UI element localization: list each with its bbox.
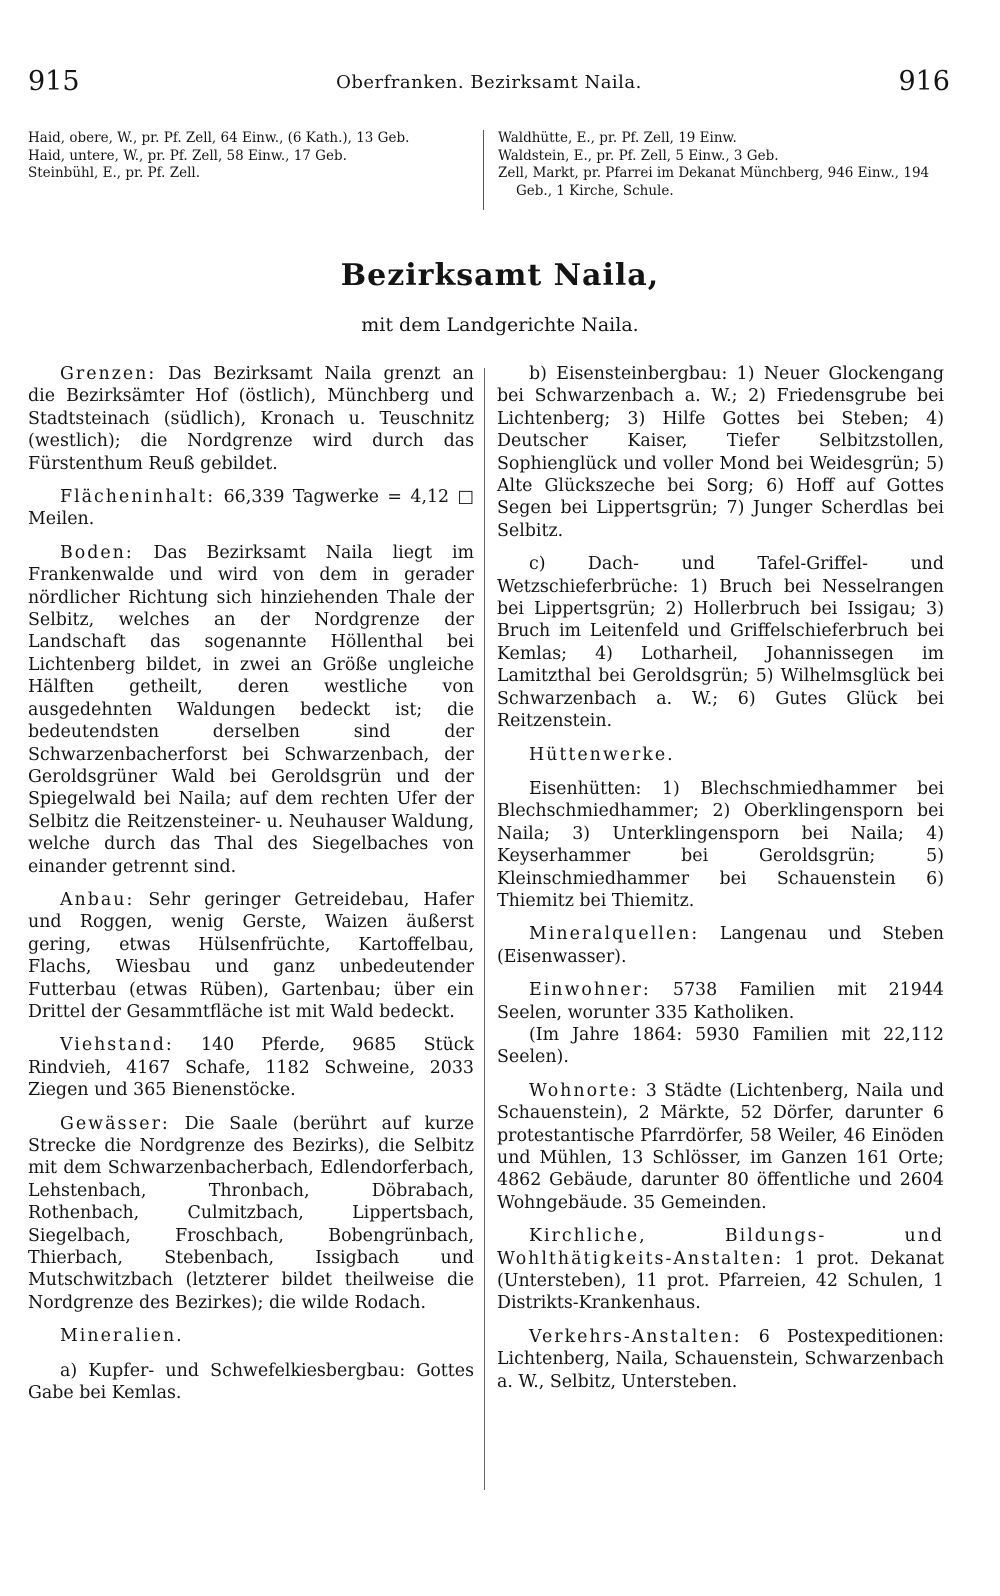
paragraph-grenzen (28, 363, 474, 475)
text-verkehr: 6 Postexpeditionen: Lichtenberg, Naila, Schauenstein, Schwarzenbach a. W., Selbitz, Untersteben. (497, 1326, 944, 1392)
running-title: Oberfranken. Bezirksamt Naila. (336, 72, 642, 93)
entry-steinbuehl: Steinbühl, E., pr. Pf. Zell. (28, 165, 201, 181)
entry-waldhuette: Waldhütte, E., pr. Pf. Zell, 19 Einw. (498, 130, 737, 146)
heading-mineralien: Mineralien. (60, 1326, 184, 1347)
label-flaeche: Flächeninhalt: (60, 487, 216, 508)
label-wohnorte: Wohnorte: (529, 1080, 639, 1101)
text-anbau: Sehr geringer Getreidebau, Hafer und Roggen, wenig Gerste, Waizen äußerst gering, etwas Hülsenfrüchte, Kartoffelbau, Flachs, Wiesbau und ganz unbedeutender Futterbau (etwas Rüben), Gartenbau; über ein Drittel der Gesammtfläche ist mit Wald bedeckt. (28, 889, 474, 1022)
right-column (497, 363, 944, 1404)
text-anstalten: 1 prot. Dekanat (Untersteben), 11 prot. Pfarreien, 42 Schulen, 1 Distrikts-Krankenhaus. (497, 1248, 944, 1314)
label-boden: Boden: (60, 542, 134, 563)
text-flaeche: 66,339 Tagwerke = 4,12 □ Meilen. (28, 487, 474, 530)
paragraph-flaeche (28, 486, 474, 531)
paragraph-gewaesser (28, 1113, 474, 1315)
page-header (28, 66, 950, 106)
left-column (28, 363, 474, 1415)
text-viehstand: 140 Pferde, 9685 Stück Rindvieh, 4167 Schafe, 1182 Schweine, 2033 Ziegen und 365 Bienenstöcke. (28, 1035, 474, 1101)
entry-waldstein: Waldstein, E., pr. Pf. Zell, 5 Einw., 3 Geb. (498, 147, 779, 164)
column-divider (484, 368, 485, 1490)
label-einwohner: Einwohner: (529, 980, 651, 1001)
paragraph-eisensteinbergbau: b) Eisensteinbergbau: 1) Neuer Glockengang bei Schwarzenbach a. W.; 2) Friedensgrube bei Lichtenberg; 3) Hilfe Gottes bei Steben; 4) Deutscher Kaiser, Tiefer Selbitzstollen, Sophienglück und voller Mond bei Weidesgrün; 5) Alte Glückszeche bei Sorg; 6) Hoff auf Gottes Segen bei Lippertsgrün; 7) Junger Scherdlas bei Selbitz. (497, 364, 944, 541)
paragraph-mineralquellen (497, 923, 944, 968)
label-anstalten: Kirchliche, Bildungs- und Wohlthätigkeits-Anstalten: (497, 1226, 944, 1269)
text-mineralquellen: Langenau und Steben (Eisenwasser). (497, 924, 944, 967)
text-gewaesser: Die Saale (berührt auf kurze Strecke die Nordgrenze des Bezirks), die Selbitz mit dem Schwarzenbacherbach, Edlendorferbach, Lehstenbach, Thronbach, Döbrabach, Rothenbach, Culmitzbach, Lippertsbach, Siegelbach, Froschbach, Bobengrünbach, Thierbach, Stebenbach, Issigbach und Mutschwitzbach (letzterer bildet theilweise die Nordgrenze des Bezirkes); die wilde Rodach. (28, 1113, 474, 1313)
text-boden: Das Bezirksamt Naila liegt im Frankenwalde und wird von dem in gerader nördlicher Richtung sich hinziehenden Thale der Selbitz, welches an der Nordgrenze der Landschaft das sogenannte Höllenthal bei Lichtenberg bildet, in zwei an Größe ungleiche Hälften getheilt, deren westliche von ausgedehnten Waldungen bedeckt ist; die bedeutendsten derselben sind der Schwarzenbacherforst bei Schwarzenbach, der Geroldsgrüner Wald bei Geroldsgrün und der Spiegelwald bei Naila; auf dem rechten Ufer der Selbitz die Reitzensteiner- u. Neuhauser Waldung, welche durch das Thal des Siegelbaches von einander getrennt sind. (28, 542, 474, 877)
label-mineralquellen: Mineralquellen: (529, 924, 700, 945)
label-grenzen: Grenzen: (60, 364, 157, 384)
paragraph-boden (28, 542, 474, 878)
section-title: Bezirksamt Naila, (340, 258, 660, 293)
entry-haid-obere: Haid, obere, W., pr. Pf. Zell, 64 Einw., (6 Kath.), 13 Geb. (28, 130, 410, 146)
paragraph-schieferbrueche: c) Dach- und Tafel-Griffel- und Wetzschieferbrüche: 1) Bruch bei Nesselrangen bei Lippertsgrün; 2) Hollerbruch bei Issigau; 3) Bruch im Leitenfeld und Griffelschieferbruch bei Kemlas; 4) Lotharheil, Johannissegen im Lamitzthal bei Geroldsgrün; 5) Wilhelmsglück bei Schwarzenbach a. W.; 6) Gutes Glück bei Reitzenstein. (497, 554, 944, 732)
column-divider-top (483, 130, 484, 210)
text-einwohner: 5738 Familien mit 21944 Seelen, worunter 335 Katholiken. (497, 980, 944, 1023)
page-number-left: 915 (28, 66, 80, 97)
label-verkehr: Verkehrs-Anstalten: (529, 1326, 742, 1347)
top-entries-left (28, 130, 473, 183)
paragraph-kupferbergbau: a) Kupfer- und Schwefelkiesbergbau: Gottes Gabe bei Kemlas. (28, 1360, 474, 1404)
paragraph-eisenhuetten: Eisenhütten: 1) Blechschmiedhammer bei Blechschmiedhammer; 2) Oberklingensporn bei Naila; 3) Unterklingensporn bei Naila; 4) Keyserhammer bei Geroldsgrün; 5) Kleinschmiedhammer bei Schauenstein 6) Thiemitz bei Thiemitz. (497, 778, 944, 911)
page-number-right: 916 (898, 66, 950, 97)
paragraph-anstalten (497, 1225, 944, 1315)
paragraph-anbau (28, 889, 474, 1023)
entry-haid-untere: Haid, untere, W., pr. Pf. Zell, 58 Einw., 17 Geb. (28, 147, 347, 164)
top-entries-right (498, 130, 943, 200)
paragraph-viehstand (28, 1034, 474, 1101)
text-wohnorte: 3 Städte (Lichtenberg, Naila und Schauenstein), 2 Märkte, 52 Dörfer, darunter 6 protestantische Pfarrdörfer, 58 Weiler, 46 Einöden und Mühlen, 13 Schlösser, im Ganzen 161 Orte; 4862 Gebäude, darunter 80 öffentliche und 2604 Wohngebäude. 35 Gemeinden. (497, 1080, 944, 1213)
label-gewaesser: Gewässer: (60, 1113, 170, 1134)
previous-district-entries (28, 130, 950, 214)
text-grenzen: Das Bezirksamt Naila grenzt an die Bezirksämter Hof (östlich), Münchberg und Stadtsteinach (südlich), Kronach u. Teuschnitz (westlich); die Nordgrenze wird durch das Fürstenthum Reuß gebildet. (28, 364, 474, 474)
label-anbau: Anbau: (60, 889, 135, 910)
heading-huettenwerke: Hüttenwerke. (529, 744, 675, 765)
label-viehstand: Viehstand: (60, 1035, 174, 1056)
paragraph-einwohner-1864: (Im Jahre 1864: 5930 Familien mit 22,112 Seelen). (497, 1024, 944, 1068)
entry-zell: Zell, Markt, pr. Pfarrei im Dekanat Münchberg, 946 Einw., 194 Geb., 1 Kirche, Schule. (498, 165, 930, 199)
paragraph-verkehr (497, 1326, 944, 1393)
paragraph-einwohner (497, 979, 944, 1024)
section-subtitle: mit dem Landgerichte Naila. (361, 314, 639, 336)
paragraph-wohnorte (497, 1080, 944, 1214)
